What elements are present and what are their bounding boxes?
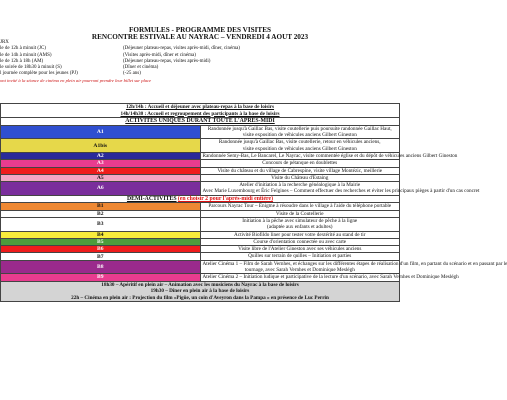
activity-description [200, 152, 458, 159]
activity-line: tournage, avec Sarah Vernhes et Dominique Meslégh [244, 267, 355, 274]
activity-code: B4 [1, 231, 201, 238]
activity-code: B3 [1, 217, 201, 231]
activity-line: (adaptée aux enfants et adultes) [267, 224, 333, 231]
formula-label: le de 14h à minuit (AMS) [0, 52, 52, 58]
formula-item [0, 71, 400, 77]
intro-line: 14h/14h30 : Accueil et regroupement des participants à la base de loisirs [120, 110, 280, 117]
activity-b-row [1, 203, 400, 210]
activity-a-row [1, 160, 400, 167]
evening-cell [1, 281, 400, 302]
intro-line: 12h/14h : Accueil et déjeuner avec plateau-repas à la base de loisirs [125, 104, 275, 110]
activity-b-row [1, 238, 400, 245]
section-a-header [1, 118, 400, 126]
intro-cell [1, 104, 400, 118]
formula-label: le de 12h à 18h (AM) [0, 58, 44, 64]
activity-code: A2 [1, 152, 201, 159]
intro-row [1, 104, 400, 118]
formulas-list [0, 40, 400, 84]
document-title: FORMULES - PROGRAMME DES VISITES [128, 26, 272, 34]
section-b-title: DEMI-ACTIVITES [126, 195, 177, 202]
program-table [0, 103, 507, 302]
activity-description [200, 167, 400, 174]
activity-b-row [1, 274, 400, 281]
activity-description [200, 125, 400, 139]
formula-description: (Visites après-midi, dîner et cinéma) [123, 52, 196, 58]
formula-description: (-25 ans) [123, 71, 141, 77]
activity-line: Atelier Cinéma 1 – Film de Sarah Vernhes, et échanges sur les différentes étapes de réalisation d'un film, en partant du scénario et en passant par le [202, 260, 507, 267]
activity-line: Visite du Château d'Estaing [271, 174, 329, 181]
activity-code: A6 [1, 182, 201, 196]
activity-b-row [1, 246, 400, 253]
activity-line: Visite libre de l'Atelier Gineston avec ses véhicules anciens [238, 246, 362, 253]
formula-description: (Dîner et cinéma) [123, 65, 159, 71]
evening-row [1, 281, 400, 302]
document-subtitle: RENCONTRE ESTIVALE AU NAYRAC – VENDREDI 4 AOUT 2023 [91, 33, 309, 41]
cinema-note: ont invité à la séance de cinéma en plein air pourront prendre leur billet sur place [0, 77, 152, 83]
section-b-note: (en choisir 2 pour l'après-midi entière) [177, 195, 274, 202]
activity-line: Randonnée Semy-Bas, Le Bancarel, Le Nayrac, visite commentée église et du dépôt de véhicules anciens Gilbert Gineston [202, 152, 458, 159]
activity-line: Activité Biofildo liner pour tester votre dextérité au stand de tir [234, 231, 366, 238]
activity-description [200, 253, 400, 260]
activity-description [200, 182, 480, 196]
activity-description [200, 160, 400, 167]
activity-code: B7 [1, 253, 201, 260]
activity-code: B1 [1, 203, 201, 210]
activity-line: Randonnée jusqu'à Gaillac Bas, visite coutellerie, retour en véhicules anciens, [218, 139, 381, 146]
section-b-header [1, 195, 400, 203]
activity-description [200, 203, 400, 210]
activity-line: Avec Marie Luxembourg et Éric Felgines – Comment effectuer des recherches et éviter les principaux pièges à partir d'un cas concret [202, 188, 480, 195]
evening-line: 19h30 – Dîner en plein air à la base de loisirs [150, 288, 250, 295]
formula-label: l journée complète pour les jeunes (PJ) [0, 71, 78, 77]
formula-label: JRX [0, 40, 9, 45]
section-a-title: ACTIVITES UNIQUES DURANT TOUTE L'APRES-MIDI [125, 118, 275, 125]
activity-line: Atelier Cinéma 2 – Initiation ludique et participative de la lecture d'un scénario, avec Sarah Vernhes et Dominique Meslégh [202, 274, 459, 281]
activity-line: Atelier d'initiation à la recherche généalogique à la Mairie [239, 182, 361, 189]
activity-b-row [1, 217, 400, 231]
activity-description [200, 210, 400, 217]
activity-b-row [1, 210, 400, 217]
evening-line: 18h30 – Apéritif en plein air – Animation avec les musiciens du Nayrac à la base de loisirs [101, 281, 299, 288]
activity-line: Randonnée jusqu'à Gaillac Bas, visite coutellerie puis poursuite randonnée Gaillac Haut, [207, 125, 392, 132]
activity-a-row [1, 182, 400, 196]
activity-code: B5 [1, 238, 201, 245]
activity-a-row [1, 174, 400, 181]
activity-line: visite exposition de véhicules anciens Gilbert Gineston [242, 132, 357, 139]
activity-a-row [1, 167, 400, 174]
activity-line: Visite du château et du village de Cabrespine, visite village Montézic, meillerie [217, 167, 383, 174]
formula-description: (Déjeuner plateau-repas, visites après-midi) [123, 58, 211, 64]
activity-code: A1 [1, 125, 201, 139]
activity-b-row [1, 253, 400, 260]
activity-code: B9 [1, 274, 201, 281]
activity-description [200, 174, 400, 181]
activity-a-row [1, 139, 400, 153]
activity-description [200, 274, 459, 281]
formula-label: le soirée de 18h30 à minuit (S) [0, 65, 62, 71]
activity-description [200, 260, 507, 274]
section-b-cell [1, 195, 400, 203]
activity-line: visite exposition de véhicules anciens Gilbert Gineston [242, 145, 357, 152]
activity-b-row [1, 260, 400, 274]
activity-description [200, 238, 400, 245]
activity-line: Concours de pétanque en doublettes [262, 160, 338, 167]
formula-label: le de 12h à minuit (JC) [0, 46, 46, 52]
activity-line: Course d'orientation connectée ou avec carte [253, 238, 347, 245]
activity-line: Parcours Nayrac Tour – Énigme à résoudre dans le village à l'aide du téléphone portable [208, 203, 392, 210]
activity-b-row [1, 231, 400, 238]
activity-code: A4 [1, 167, 201, 174]
activity-description [200, 231, 400, 238]
formula-description: (Déjeuner plateau-repas, visites après-midi, dîner, cinéma) [123, 46, 240, 52]
activity-code: A3 [1, 160, 201, 167]
activity-description [200, 139, 400, 153]
activity-a-row [1, 152, 400, 159]
activity-code: A1bis [1, 139, 201, 153]
activity-code: B6 [1, 246, 201, 253]
activity-description [200, 246, 400, 253]
section-a-cell [1, 118, 400, 126]
activity-description [200, 217, 400, 231]
activity-line: Visite de la Coutellerie [275, 210, 324, 217]
activity-code: A5 [1, 174, 201, 181]
activity-code: B2 [1, 210, 201, 217]
activity-line: Quilles sur terrain de quilles – Initiation et parties [248, 253, 352, 260]
activity-line: Initiation à la pêche avec simulateur de pêche à la ligne [242, 217, 358, 224]
activity-a-row [1, 125, 400, 139]
evening-line: 22h – Cinéma en plein air : Projection du film «Pigüe, un coin d'Aveyron dans la Pampa » en présence de Luc Perrin [71, 294, 329, 301]
activity-code: B8 [1, 260, 201, 274]
